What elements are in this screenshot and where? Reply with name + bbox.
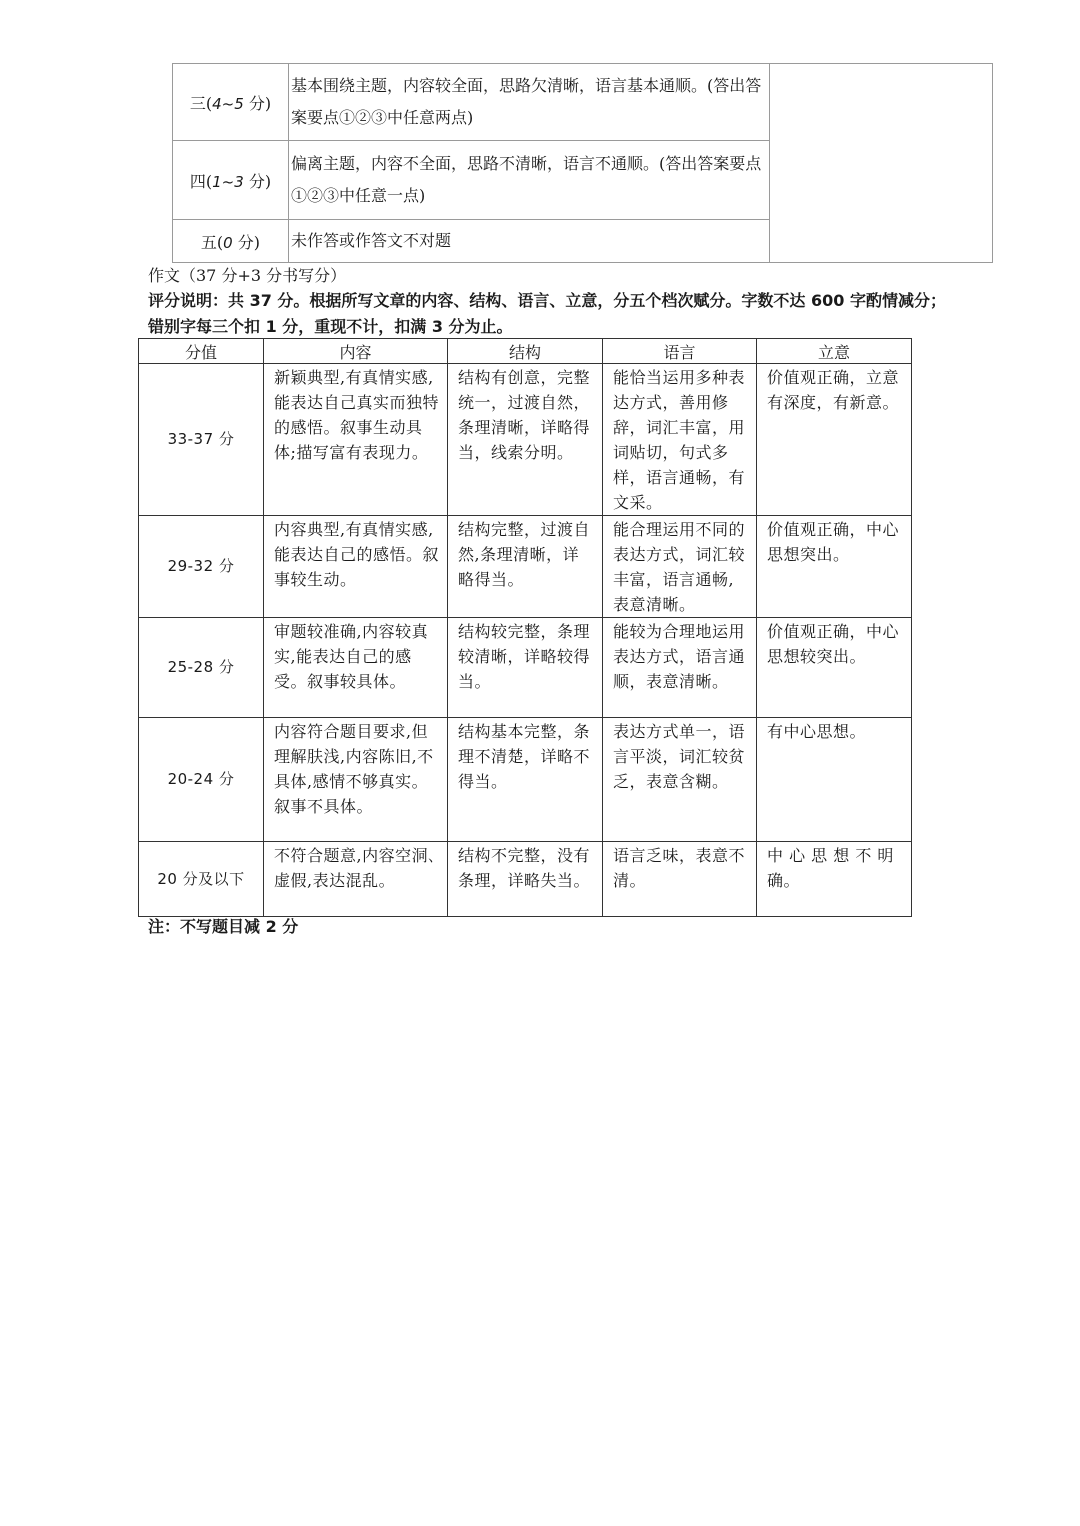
structure-cell: 结构不完整，没有条理，详略失当。 <box>448 842 603 917</box>
column-header: 内容 <box>264 339 448 364</box>
content-cell: 审题较准确,内容较真实,能表达自己的感受。叙事较具体。 <box>264 618 448 718</box>
structure-cell: 结构较完整，条理较清晰，详略较得当。 <box>448 618 603 718</box>
column-header: 分值 <box>139 339 264 364</box>
language-cell: 表达方式单一，语言平淡，词汇较贫乏，表意含糊。 <box>603 718 757 842</box>
grade-description: 基本围绕主题，内容较全面，思路欠清晰，语言基本通顺。(答出答案要点①②③中任意两点) <box>289 64 770 141</box>
table-row <box>139 618 912 718</box>
grade-cell: 三(4~5 分) <box>173 64 289 141</box>
content-cell: 新颖典型,有真情实感,能表达自己真实而独特的感悟。叙事生动具体;描写富有表现力。 <box>264 364 448 516</box>
essay-heading: 作文（37 分+3 分书写分） <box>148 266 347 285</box>
column-header: 语言 <box>603 339 757 364</box>
grade-description: 未作答或作答文不对题 <box>289 220 770 263</box>
footer-note: 注：不写题目减 2 分 <box>148 917 299 936</box>
theme-cell: 中 心 思 想 不 明确。 <box>757 842 912 917</box>
theme-cell: 价值观正确，中心思想突出。 <box>757 516 912 618</box>
table-row <box>139 718 912 842</box>
column-header: 立意 <box>757 339 912 364</box>
theme-cell: 有中心思想。 <box>757 718 912 842</box>
content-cell: 不符合题意,内容空洞､虚假,表达混乱。 <box>264 842 448 917</box>
theme-cell: 价值观正确，立意有深度，有新意。 <box>757 364 912 516</box>
score-cell: 29-32 分 <box>139 516 264 618</box>
essay-scoring-table <box>138 338 912 917</box>
grade-cell: 五(0 分) <box>173 220 289 263</box>
grade-cell: 四(1~3 分) <box>173 141 289 220</box>
table-row <box>139 516 912 618</box>
table-header-row <box>139 339 912 364</box>
structure-cell: 结构基本完整，条理不清楚，详略不得当。 <box>448 718 603 842</box>
table-row <box>139 842 912 917</box>
column-header: 结构 <box>448 339 603 364</box>
theme-cell: 价值观正确，中心思想较突出。 <box>757 618 912 718</box>
scoring-instructions: 评分说明：共 37 分。根据所写文章的内容、结构、语言、立意，分五个档次赋分。字数不达 600 字酌情减分；错别字每三个扣 1 分，重现不计，扣满 3 分为止。 <box>148 291 946 336</box>
score-cell: 20 分及以下 <box>139 842 264 917</box>
content-cell: 内容典型,有真情实感,能表达自己的感悟。叙事较生动。 <box>264 516 448 618</box>
language-cell: 能合理运用不同的表达方式，词汇较丰富，语言通畅,表意清晰。 <box>603 516 757 618</box>
empty-cell <box>770 64 993 263</box>
language-cell: 语言乏味，表意不清。 <box>603 842 757 917</box>
grading-table-continued <box>172 63 993 263</box>
score-cell: 25-28 分 <box>139 618 264 718</box>
language-cell: 能恰当运用多种表达方式，善用修辞，词汇丰富，用词贴切，句式多样，语言通畅，有文采。 <box>603 364 757 516</box>
grade-description: 偏离主题，内容不全面，思路不清晰，语言不通顺。(答出答案要点①②③中任意一点) <box>289 141 770 220</box>
content-cell: 内容符合题目要求,但理解肤浅,内容陈旧,不具体,感情不够真实。叙事不具体。 <box>264 718 448 842</box>
table-row <box>139 364 912 516</box>
structure-cell: 结构完整，过渡自然,条理清晰，详略得当。 <box>448 516 603 618</box>
structure-cell: 结构有创意，完整统一，过渡自然，条理清晰，详略得当，线索分明。 <box>448 364 603 516</box>
score-cell: 33-37 分 <box>139 364 264 516</box>
language-cell: 能较为合理地运用表达方式，语言通顺，表意清晰。 <box>603 618 757 718</box>
score-cell: 20-24 分 <box>139 718 264 842</box>
table-row <box>173 64 993 141</box>
